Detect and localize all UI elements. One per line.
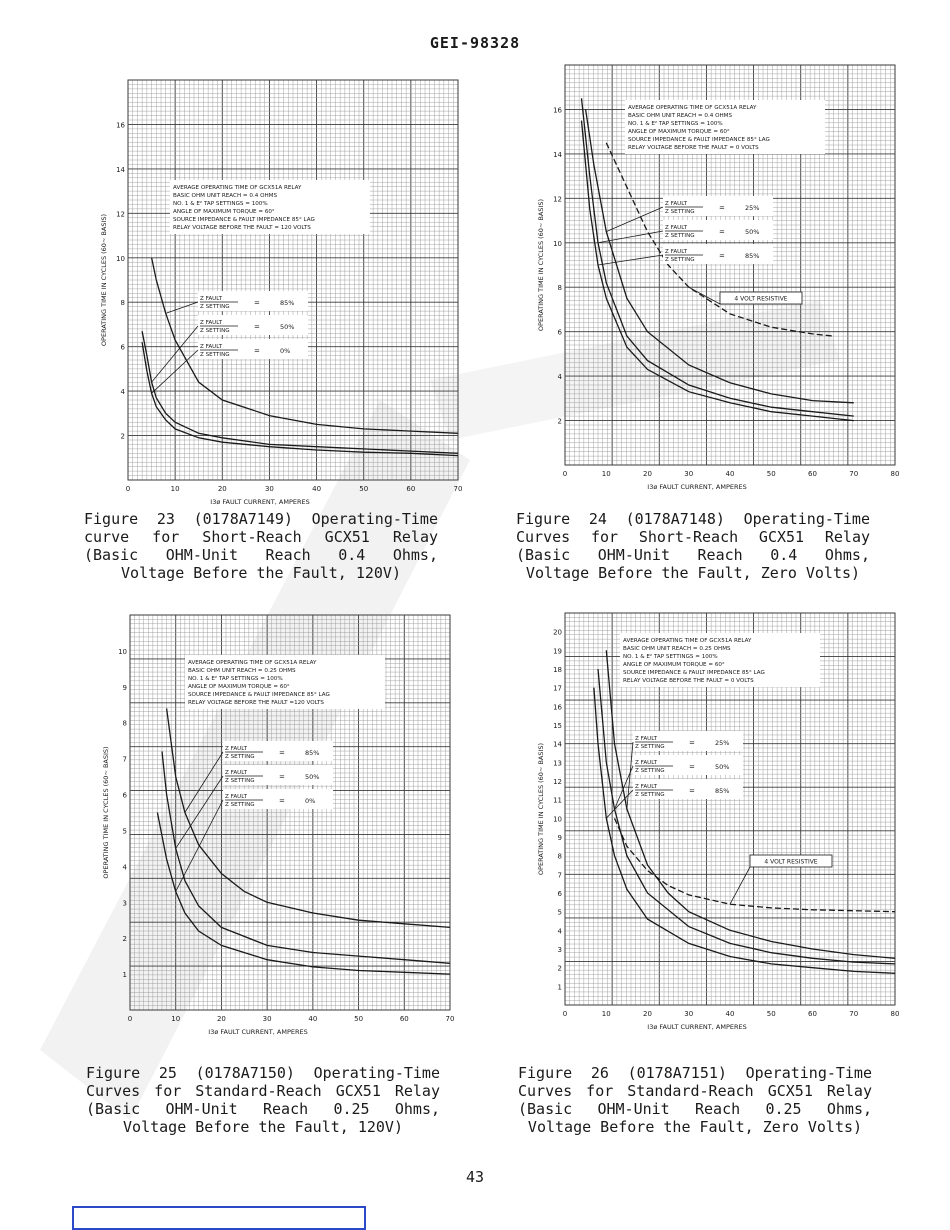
x-tick-label: 30 [264, 485, 274, 493]
legend-value: 50% [715, 763, 730, 771]
chart-figure-25-svg [95, 610, 460, 1040]
info-line: BASIC OHM UNIT REACH = 0.4 OHMS [628, 113, 733, 119]
info-line: RELAY VOLTAGE BEFORE THE FAULT = 0 VOLTS [628, 145, 759, 151]
series-line-85-percent [582, 121, 854, 421]
info-line: ANGLE OF MAXIMUM TORQUE = 60° [173, 209, 275, 215]
legend-numerator: Z FAULT [665, 225, 687, 231]
x-tick-label: 70 [849, 470, 859, 478]
legend-numerator: Z FAULT [665, 249, 687, 255]
legend-denominator: Z SETTING [225, 802, 255, 808]
legend-leader-line [176, 800, 223, 892]
info-line: RELAY VOLTAGE BEFORE THE FAULT = 0 VOLTS [623, 678, 754, 684]
y-tick-label: 10 [118, 647, 127, 656]
callout-4-volt-resistive [730, 855, 832, 904]
x-axis-label: I3ø FAULT CURRENT, AMPERES [210, 498, 310, 506]
y-tick-label: 8 [557, 284, 562, 293]
x-tick-label: 0 [127, 1015, 133, 1023]
y-tick-label: 9 [557, 834, 562, 842]
callout-4-volt-resistive [689, 287, 802, 304]
x-tick-label: 80 [890, 470, 900, 478]
legend-equals: = [719, 228, 725, 236]
info-line: NO. 1 & E² TAP SETTINGS = 100% [628, 121, 723, 127]
caption-figure-26 [518, 1064, 872, 1136]
caption-line: (Basic OHM-Unit Reach 0.25 Ohms, [518, 1100, 872, 1118]
legend-numerator: Z FAULT [225, 770, 247, 776]
info-line: AVERAGE OPERATING TIME OF GCX51A RELAY [173, 185, 302, 191]
y-tick-label: 17 [553, 684, 562, 693]
legend-equals: = [254, 323, 260, 331]
info-line: SOURCE IMPEDANCE & FAULT IMPEDANCE 85° LAG [623, 670, 765, 676]
x-tick-label: 60 [399, 1015, 409, 1023]
callout-text: 4 VOLT RESISTIVE [734, 295, 788, 303]
legend-denominator: Z SETTING [635, 768, 665, 774]
callout-text: 4 VOLT RESISTIVE [764, 858, 818, 866]
caption-line: Curves for Standard-Reach GCX51 Relay [86, 1082, 440, 1100]
y-tick-label: 3 [122, 899, 127, 908]
info-line: NO. 1 & E² TAP SETTINGS = 100% [188, 676, 283, 682]
legend-denominator: Z SETTING [665, 257, 695, 263]
chart-figure-25 [95, 610, 460, 1040]
x-tick-label: 50 [766, 1010, 776, 1018]
y-tick-label: 2 [120, 432, 125, 441]
y-axis-label: OPERATING TIME IN CYCLES (60∼ BASIS) [102, 746, 110, 879]
legend-numerator: Z FAULT [635, 760, 657, 766]
legend-equals: = [254, 299, 260, 307]
legend-numerator: Z FAULT [635, 736, 657, 742]
y-tick-label: 7 [122, 755, 127, 764]
legend-numerator: Z FAULT [225, 794, 247, 800]
y-tick-label: 14 [116, 165, 125, 174]
legend-equals: = [719, 252, 725, 260]
y-tick-label: 12 [553, 778, 562, 786]
x-tick-label: 20 [216, 1015, 226, 1023]
y-tick-label: 2 [557, 964, 562, 973]
legend-equals: = [719, 204, 725, 212]
info-line: SOURCE IMPEDANCE & FAULT IMPEDANCE 85° LAG [188, 692, 330, 698]
info-line: AVERAGE OPERATING TIME OF GCX51A RELAY [188, 660, 317, 666]
legend-denominator: Z SETTING [225, 778, 255, 784]
x-tick-label: 20 [643, 470, 652, 478]
info-line: SOURCE IMPEDANCE & FAULT IMPEDANCE 85° LAG [173, 217, 315, 223]
legend-leader-line [627, 742, 633, 809]
legend-value: 25% [715, 739, 730, 747]
info-box [170, 180, 370, 234]
x-tick-label: 0 [125, 485, 131, 493]
legend-denominator: Z SETTING [665, 233, 695, 239]
x-tick-label: 10 [601, 470, 611, 478]
y-tick-label: 8 [122, 719, 127, 728]
x-tick-label: 50 [766, 470, 776, 478]
document-number: GEI-98328 [429, 34, 521, 52]
x-tick-label: 10 [601, 1010, 611, 1018]
legend-numerator: Z FAULT [665, 201, 687, 207]
info-line: NO. 1 & E² TAP SETTINGS = 100% [623, 654, 718, 660]
legend-numerator: Z FAULT [200, 296, 222, 302]
legend-value: 25% [745, 204, 760, 212]
y-tick-label: 9 [122, 683, 127, 692]
info-line: RELAY VOLTAGE BEFORE THE FAULT =120 VOLTS [188, 700, 324, 706]
y-tick-label: 5 [122, 827, 127, 836]
caption-line: curve for Short-Reach GCX51 Relay [84, 528, 438, 546]
legend-value: 85% [715, 787, 730, 795]
y-tick-label: 11 [553, 796, 562, 805]
info-line: AVERAGE OPERATING TIME OF GCX51A RELAY [628, 105, 757, 111]
legend-denominator: Z SETTING [225, 754, 255, 760]
chart-figure-26 [525, 605, 900, 1040]
caption-line: Figure 23 (0178A7149) Operating-Time [84, 510, 438, 528]
legend-numerator: Z FAULT [200, 344, 222, 350]
legend-equals: = [279, 797, 285, 805]
x-tick-label: 40 [725, 1010, 735, 1018]
footer-link-box[interactable] [72, 1206, 366, 1230]
x-axis-label: I3ø FAULT CURRENT, AMPERES [647, 483, 747, 491]
legend-equals: = [254, 347, 260, 355]
y-tick-label: 10 [553, 239, 562, 248]
caption-line: Figure 24 (0178A7148) Operating-Time [516, 510, 870, 528]
y-tick-label: 3 [557, 946, 562, 954]
y-axis-label: OPERATING TIME IN CYCLES (60∼ BASIS) [537, 198, 545, 332]
y-tick-label: 12 [553, 195, 562, 204]
callout-leader-line [689, 287, 720, 304]
caption-figure-24 [516, 510, 870, 582]
legend-denominator: Z SETTING [200, 328, 230, 334]
y-tick-label: 19 [553, 647, 562, 656]
y-tick-label: 10 [116, 254, 125, 263]
x-tick-label: 30 [684, 1010, 694, 1018]
caption-line: (Basic OHM-Unit Reach 0.4 Ohms, [84, 546, 438, 564]
caption-line: Curves for Standard-Reach GCX51 Relay [518, 1082, 872, 1100]
info-line: ANGLE OF MAXIMUM TORQUE = 60° [623, 662, 725, 668]
chart-figure-23 [70, 70, 470, 506]
x-tick-label: 20 [217, 485, 227, 493]
x-tick-label: 60 [406, 485, 416, 493]
y-tick-label: 10 [553, 815, 562, 824]
legend-numerator: Z FAULT [200, 320, 222, 326]
y-tick-label: 1 [122, 971, 127, 980]
x-axis-label: I3ø FAULT CURRENT, AMPERES [647, 1023, 747, 1031]
chart-figure-23-svg [70, 70, 470, 506]
legend-equals: = [689, 739, 695, 747]
legend-denominator: Z SETTING [665, 209, 695, 215]
info-line: ANGLE OF MAXIMUM TORQUE = 60° [628, 129, 730, 135]
info-box [185, 655, 385, 709]
caption-line: Curves for Short-Reach GCX51 Relay [516, 528, 870, 546]
info-box [620, 633, 820, 687]
y-tick-label: 4 [557, 373, 562, 382]
legend-value: 85% [305, 749, 320, 757]
y-tick-label: 4 [122, 863, 127, 872]
x-axis-label: I3ø FAULT CURRENT, AMPERES [208, 1028, 308, 1036]
info-line: BASIC OHM UNIT REACH = 0.4 OHMS [173, 193, 278, 199]
caption-line: Voltage Before the Fault, Zero Volts) [527, 1118, 863, 1136]
legend-equals: = [279, 773, 285, 781]
x-tick-label: 70 [453, 485, 463, 493]
legend-leader-line [176, 776, 223, 848]
caption-figure-23 [84, 510, 438, 582]
info-line: BASIC OHM UNIT REACH = 0.25 OHMS [623, 646, 731, 652]
y-tick-label: 16 [553, 106, 562, 115]
y-tick-label: 4 [557, 927, 562, 936]
info-line: NO. 1 & E² TAP SETTINGS = 100% [173, 201, 268, 207]
y-tick-label: 6 [557, 890, 562, 898]
x-tick-label: 60 [808, 470, 817, 478]
y-tick-label: 15 [553, 722, 562, 730]
x-tick-label: 30 [684, 470, 694, 478]
x-tick-label: 40 [308, 1015, 318, 1023]
caption-line: (Basic OHM-Unit Reach 0.25 Ohms, [86, 1100, 440, 1118]
caption-line: Figure 26 (0178A7151) Operating-Time [518, 1064, 872, 1082]
legend-denominator: Z SETTING [635, 792, 665, 798]
y-tick-label: 6 [122, 791, 127, 800]
x-tick-label: 70 [445, 1015, 455, 1023]
legend-numerator: Z FAULT [635, 784, 657, 790]
legend-value: 0% [305, 797, 316, 805]
y-tick-label: 20 [553, 628, 562, 637]
legend [598, 196, 773, 265]
y-tick-label: 2 [557, 417, 562, 426]
legend-value: 50% [745, 228, 760, 236]
x-tick-label: 80 [890, 1010, 900, 1018]
y-tick-label: 16 [553, 703, 562, 712]
chart-figure-24-svg [525, 60, 900, 500]
legend-value: 85% [280, 299, 295, 307]
caption-line: Voltage Before the Fault, Zero Volts) [525, 564, 861, 582]
legend-value: 50% [280, 323, 295, 331]
info-line: AVERAGE OPERATING TIME OF GCX51A RELAY [623, 638, 752, 644]
chart-figure-24 [525, 60, 900, 500]
page-number: 43 [465, 1168, 485, 1186]
x-tick-label: 0 [562, 1010, 568, 1018]
callout-leader-line [730, 867, 750, 904]
info-line: SOURCE IMPEDANCE & FAULT IMPEDANCE 85° LAG [628, 137, 770, 143]
y-tick-label: 18 [553, 666, 562, 674]
y-tick-label: 6 [120, 343, 125, 352]
legend-equals: = [689, 787, 695, 795]
x-tick-label: 50 [354, 1015, 364, 1023]
legend-denominator: Z SETTING [200, 304, 230, 310]
y-tick-label: 8 [557, 852, 562, 861]
legend-denominator: Z SETTING [635, 744, 665, 750]
caption-line: (Basic OHM-Unit Reach 0.4 Ohms, [516, 546, 870, 564]
x-tick-label: 40 [725, 470, 735, 478]
info-line: BASIC OHM UNIT REACH = 0.25 OHMS [188, 668, 296, 674]
y-tick-label: 13 [553, 759, 562, 768]
legend-equals: = [689, 763, 695, 771]
y-tick-label: 14 [553, 740, 562, 749]
x-tick-label: 50 [359, 485, 369, 493]
caption-figure-25 [86, 1064, 440, 1136]
info-line: RELAY VOLTAGE BEFORE THE FAULT = 120 VOLTS [173, 225, 311, 231]
legend-value: 0% [280, 347, 291, 355]
y-tick-label: 8 [120, 299, 125, 308]
caption-line: Voltage Before the Fault, 120V) [123, 1118, 403, 1136]
y-tick-label: 6 [557, 328, 562, 337]
legend-value: 85% [745, 252, 760, 260]
y-axis-label: OPERATING TIME IN CYCLES (60∼ BASIS) [537, 742, 545, 876]
y-tick-label: 1 [557, 983, 562, 992]
legend-leader-line [598, 255, 663, 265]
y-tick-label: 7 [557, 871, 562, 880]
caption-line: Figure 25 (0178A7150) Operating-Time [86, 1064, 440, 1082]
y-tick-label: 5 [557, 908, 562, 917]
x-tick-label: 60 [808, 1010, 817, 1018]
y-tick-label: 2 [122, 935, 127, 944]
x-tick-label: 40 [312, 485, 322, 493]
info-line: ANGLE OF MAXIMUM TORQUE = 60° [188, 684, 290, 690]
y-tick-label: 16 [116, 121, 125, 130]
info-box [625, 100, 825, 154]
x-tick-label: 10 [171, 1015, 181, 1023]
x-tick-label: 70 [849, 1010, 859, 1018]
y-tick-label: 4 [120, 388, 125, 397]
x-tick-label: 10 [170, 485, 180, 493]
y-axis-label: OPERATING TIME IN CYCLES (60∼ BASIS) [100, 213, 108, 347]
y-tick-label: 14 [553, 150, 562, 159]
chart-figure-26-svg [525, 605, 900, 1040]
x-tick-label: 20 [643, 1010, 652, 1018]
legend-value: 50% [305, 773, 320, 781]
legend [176, 741, 333, 892]
y-tick-label: 12 [116, 210, 125, 219]
legend-denominator: Z SETTING [200, 352, 230, 358]
legend-leader-line [185, 752, 223, 813]
x-tick-label: 0 [562, 470, 568, 478]
x-tick-label: 30 [262, 1015, 272, 1023]
legend-numerator: Z FAULT [225, 746, 247, 752]
legend-equals: = [279, 749, 285, 757]
series-line-25-percent [606, 650, 895, 958]
caption-line: Voltage Before the Fault, 120V) [121, 564, 401, 582]
